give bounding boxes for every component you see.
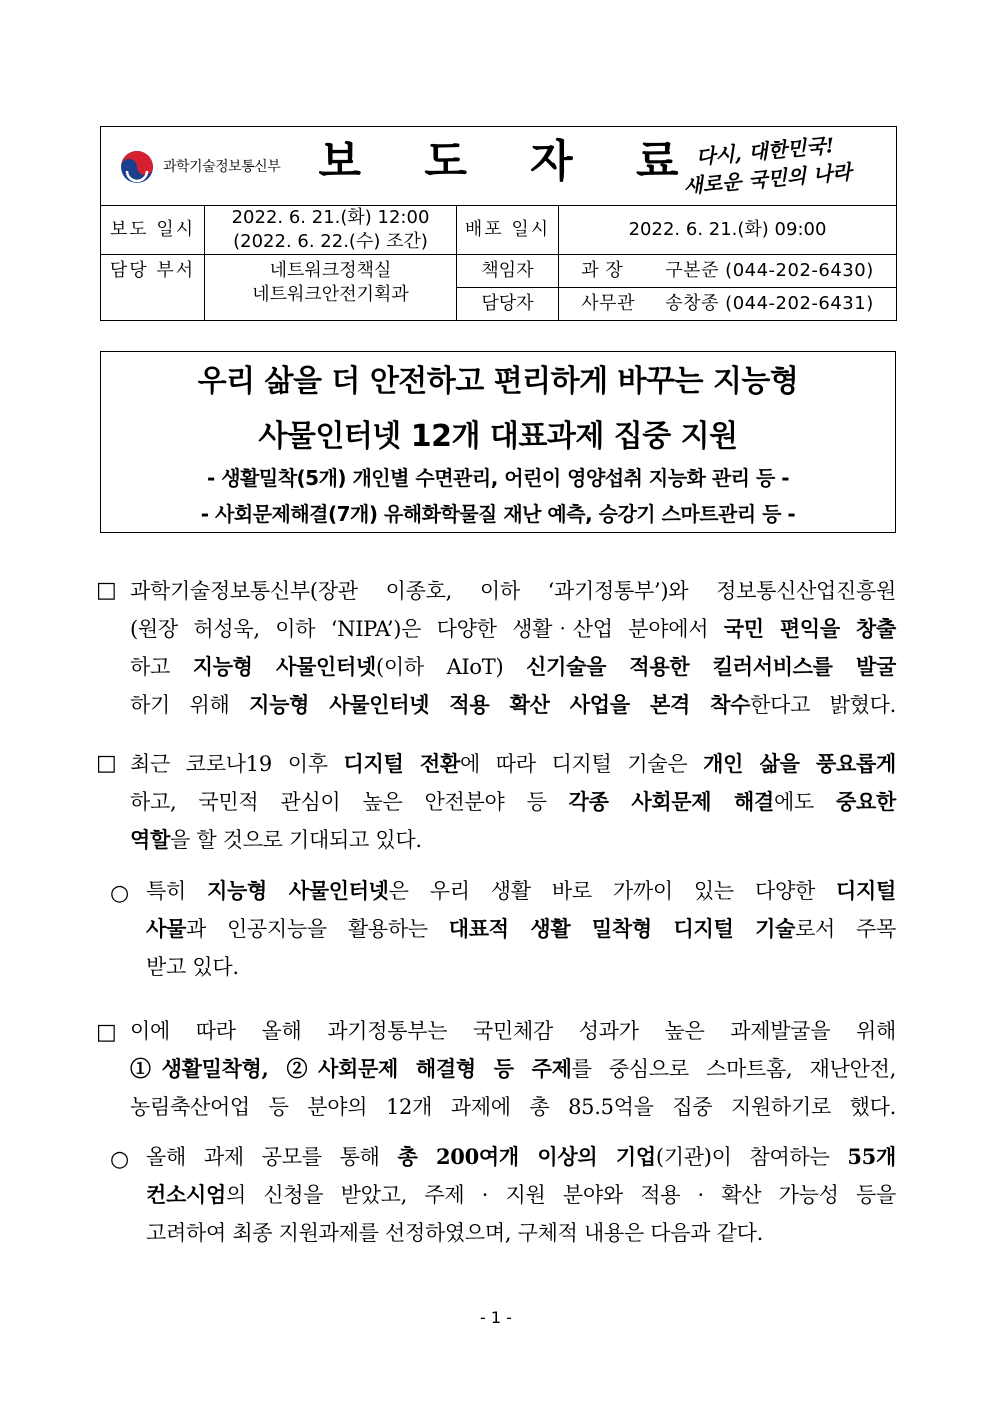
p2s-line-1 (146, 872, 896, 910)
page-number: - 1 - (480, 1308, 512, 1327)
p2-l1d: 개인 삶을 풍요롭게 (703, 751, 896, 776)
p2-l3a: 역할 (130, 827, 170, 852)
p3-l2a: ①생활밀착형, ②사회문제 해결형 등 주제 (130, 1056, 572, 1081)
p3s-line-3: 고려하여 최종 지원과제를 선정하였으며, 구체적 내용은 다음과 같다. (146, 1221, 763, 1245)
paragraph-2-marker: □ (96, 751, 117, 776)
paragraph-2 (130, 745, 896, 859)
title-cell (101, 127, 897, 206)
p2-l3b: 을 할 것으로 기대되고 있다. (169, 828, 422, 852)
manager-role: 과 장 (581, 260, 624, 281)
dept-line-2: 네트워크안전기획과 (252, 284, 409, 305)
manager-label: 책임자 (457, 255, 559, 288)
dept-label: 담당 부서 (101, 255, 205, 321)
paragraph-1 (130, 572, 896, 610)
distribution-time: 2022. 6. 21.(화) 09:00 (559, 206, 897, 255)
p2-l2a: 하고, 국민적 관심이 높은 안전분야 등 (130, 790, 569, 814)
p3s-l1b: 총 200여개 이상의 기업 (397, 1144, 656, 1169)
headline-title-2: 사물인터넷 12개 대표과제 집중 지원 (258, 419, 738, 454)
headline-box (100, 351, 896, 533)
release-time (205, 206, 457, 255)
paragraph-3-sub (146, 1138, 896, 1252)
p2-l1b: 디지털 전환 (343, 751, 460, 776)
paragraph-2-sub-marker: ○ (110, 881, 130, 906)
p2s-l2b: 과 인공지능을 활용하는 (185, 917, 449, 941)
p2-l2d: 중요한 (836, 789, 896, 814)
p2s-l2d: 로서 주목 (795, 917, 896, 941)
p3s-l2b: 의 신청을 받았고, 주제 · 지원 분야와 적용 · 확산 가능성 등을 (225, 1183, 896, 1207)
paragraph-1-cont (130, 610, 896, 724)
p1-l3c: (이하 AIoT) (375, 655, 527, 679)
p2s-line-3: 받고 있다. (146, 955, 239, 979)
p1-l2a: (원장 허성욱, 이하 ‘NIPA’)은 다양한 생활‧산업 분야에서 (130, 617, 724, 641)
manager-contact: 구본준 (044-202-6430) (665, 260, 874, 281)
dept-names (205, 255, 457, 321)
p2-l2b: 각종 사회문제 해결 (568, 789, 774, 814)
p2s-line-2 (146, 910, 896, 948)
staff-label: 담당자 (457, 288, 559, 321)
p3-line-2 (130, 1050, 896, 1088)
p2-line-3 (130, 821, 896, 859)
headline-subtitle-1: - 생활밀착(5개) 개인별 수면관리, 어린이 영양섭취 지능화 관리 등 - (206, 466, 790, 490)
paragraph-2-sub (146, 872, 896, 986)
p1-l4c: 한다고 밝혔다. (750, 693, 896, 717)
government-slogan (679, 130, 852, 200)
p2-line-2 (130, 783, 896, 821)
p3s-l1d: 55개 (847, 1144, 896, 1169)
ministry-name: 과학기술정보통신부 (163, 159, 281, 175)
p2-l1a: 최근 코로나19 이후 (130, 752, 344, 776)
p2s-l1c: 은 우리 생활 바로 가까이 있는 다양한 (388, 879, 837, 903)
p2-l2c: 에도 (773, 790, 837, 814)
staff-contact-cell (559, 288, 897, 321)
slogan-line-2: 새로운 국민의 나라 (682, 159, 852, 199)
p2s-l1b: 지능형 사물인터넷 (207, 878, 389, 903)
p1-line-2 (130, 610, 896, 648)
p1-l2b: 국민 편익을 창출 (723, 616, 896, 641)
p1-line-1: 과학기술정보통신부(장관 이종호, 이하 ‘과기정통부’)와 정보통신산업진흥원 (130, 579, 896, 603)
paragraph-1-marker: □ (96, 578, 117, 603)
headline-subtitle-2: - 사회문제해결(7개) 유해화학물질 재난 예측, 승강기 스마트관리 등 - (200, 502, 796, 526)
p2-line-1 (130, 745, 896, 783)
p1-l4a: 하기 위해 (130, 693, 250, 717)
p3s-line-1 (146, 1138, 896, 1176)
dept-line-1: 네트워크정책실 (269, 260, 392, 281)
p1-l4b: 지능형 사물인터넷 적용 확산 사업을 본격 착수 (249, 692, 751, 717)
p2s-l1a: 특히 (146, 879, 208, 903)
p3s-l1a: 올해 과제 공모를 통해 (146, 1145, 398, 1169)
paragraph-3-marker: □ (96, 1020, 117, 1045)
taegeuk-emblem-icon (119, 149, 155, 185)
staff-contact: 송창종 (044-202-6431) (665, 293, 874, 314)
p3-l2b: 를 중심으로 스마트홈, 재난안전, (571, 1057, 896, 1081)
p2s-l2a: 사물 (146, 916, 186, 941)
document-type-title: 보 도 자 료 (318, 135, 703, 187)
p2s-l2c: 대표적 생활 밀착형 디지털 기술 (448, 916, 796, 941)
release-label: 보도 일시 (101, 206, 205, 255)
p3s-line-2 (146, 1176, 896, 1214)
p1-line-3 (130, 648, 896, 686)
press-header-table (100, 126, 897, 321)
headline-title-1: 우리 삶을 더 안전하고 편리하게 바꾸는 지능형 (197, 364, 799, 399)
distribution-label: 배포 일시 (457, 206, 559, 255)
paragraph-3-sub-marker: ○ (110, 1147, 130, 1172)
staff-role: 사무관 (581, 293, 635, 314)
p2s-l1d: 디지털 (836, 878, 896, 903)
p1-l3b: 지능형 사물인터넷 (192, 654, 376, 679)
paragraph-3 (130, 1012, 896, 1126)
p3-line-1: 이에 따라 올해 과기정통부는 국민체감 성과가 높은 과제발굴을 위해 (130, 1019, 896, 1043)
p2-l1c: 에 따라 디지털 기술은 (459, 752, 704, 776)
p3s-l1c: (기관)이 참여하는 (655, 1145, 848, 1169)
p1-l3d: 신기술을 적용한 킬러서비스를 발굴 (526, 654, 896, 679)
release-time-line-1: 2022. 6. 21.(화) 12:00 (231, 207, 430, 228)
release-time-line-2: (2022. 6. 22.(수) 조간) (233, 231, 428, 252)
p3s-l2a: 컨소시엄 (146, 1182, 226, 1207)
manager-contact-cell (559, 255, 897, 288)
p1-l3a: 하고 (130, 655, 193, 679)
p3-line-3: 농림축산어업 등 분야의 12개 과제에 총 85.5억을 집중 지원하기로 했다. (130, 1095, 896, 1119)
slogan-line-1: 다시, 대한민국! (694, 133, 835, 170)
ministry-logo (119, 149, 280, 185)
p1-line-4 (130, 686, 896, 724)
